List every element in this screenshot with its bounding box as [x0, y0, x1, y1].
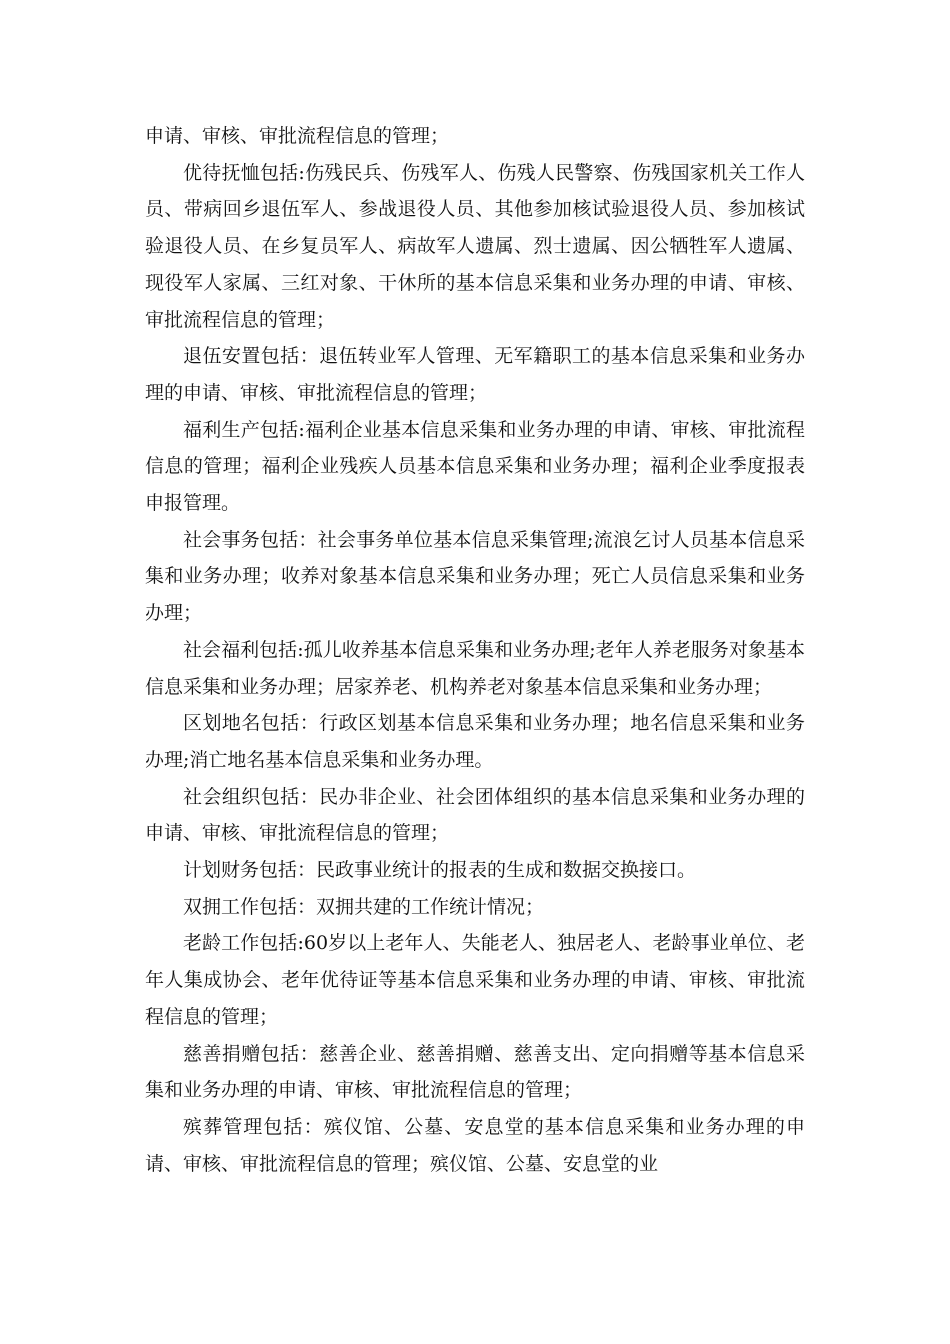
paragraph-charity-donation: 慈善捐赠包括：慈善企业、慈善捐赠、慈善支出、定向捐赠等基本信息采集和业务办理的申请、审核、审批流程信息的管理；	[145, 1042, 805, 1102]
paragraph-social-organizations: 社会组织包括：民办非企业、社会团体组织的基本信息采集和业务办理的申请、审核、审批流程信息的管理；	[145, 785, 805, 845]
paragraph-social-affairs: 社会事务包括：社会事务单位基本信息采集管理;流浪乞讨人员基本信息采集和业务办理；收养对象基本信息采集和业务办理；死亡人员信息采集和业务办理；	[145, 528, 805, 625]
paragraph-funeral-management: 殡葬管理包括：殡仪馆、公墓、安息堂的基本信息采集和业务办理的申请、审核、审批流程信息的管理；殡仪馆、公墓、安息堂的业	[145, 1115, 805, 1175]
paragraph-place-names: 区划地名包括：行政区划基本信息采集和业务办理；地名信息采集和业务办理;消亡地名基本信息采集和业务办理。	[145, 712, 805, 771]
paragraph-approval-continuation: 申请、审核、审批流程信息的管理；	[145, 125, 450, 147]
paragraph-social-welfare: 社会福利包括:孤儿收养基本信息采集和业务办理;老年人养老服务对象基本信息采集和业务办理；居家养老、机构养老对象基本信息采集和业务办理；	[145, 638, 805, 698]
paragraph-veteran-resettlement: 退伍安置包括：退伍转业军人管理、无军籍职工的基本信息采集和业务办理的申请、审核、审批流程信息的管理；	[145, 345, 805, 404]
document-body	[145, 118, 805, 1182]
paragraph-dual-support: 双拥工作包括：双拥共建的工作统计情况；	[183, 895, 545, 918]
paragraph-elderly-work: 老龄工作包括:60岁以上老年人、失能老人、独居老人、老龄事业单位、老年人集成协会、老年优待证等基本信息采集和业务办理的申请、审核、审批流程信息的管理；	[145, 932, 805, 1028]
paragraph-preferential-pension: 优待抚恤包括:伤残民兵、伤残军人、伤残人民警察、伤残国家机关工作人员、带病回乡退伍军人、参战退役人员、其他参加核试验退役人员、参加核试验退役人员、在乡复员军人、病故军人遗属、烈士遗属、因公牺牲军人遗属、现役军人家属、三红对象、干休所的基本信息采集和业务办理的申请、审核、审批流程信息的管理；	[145, 161, 805, 331]
paragraph-welfare-production: 福利生产包括:福利企业基本信息采集和业务办理的申请、审核、审批流程信息的管理；福利企业残疾人员基本信息采集和业务办理；福利企业季度报表申报管理。	[145, 418, 805, 515]
paragraph-planning-finance: 计划财务包括：民政事业统计的报表的生成和数据交换接口。	[183, 859, 697, 882]
